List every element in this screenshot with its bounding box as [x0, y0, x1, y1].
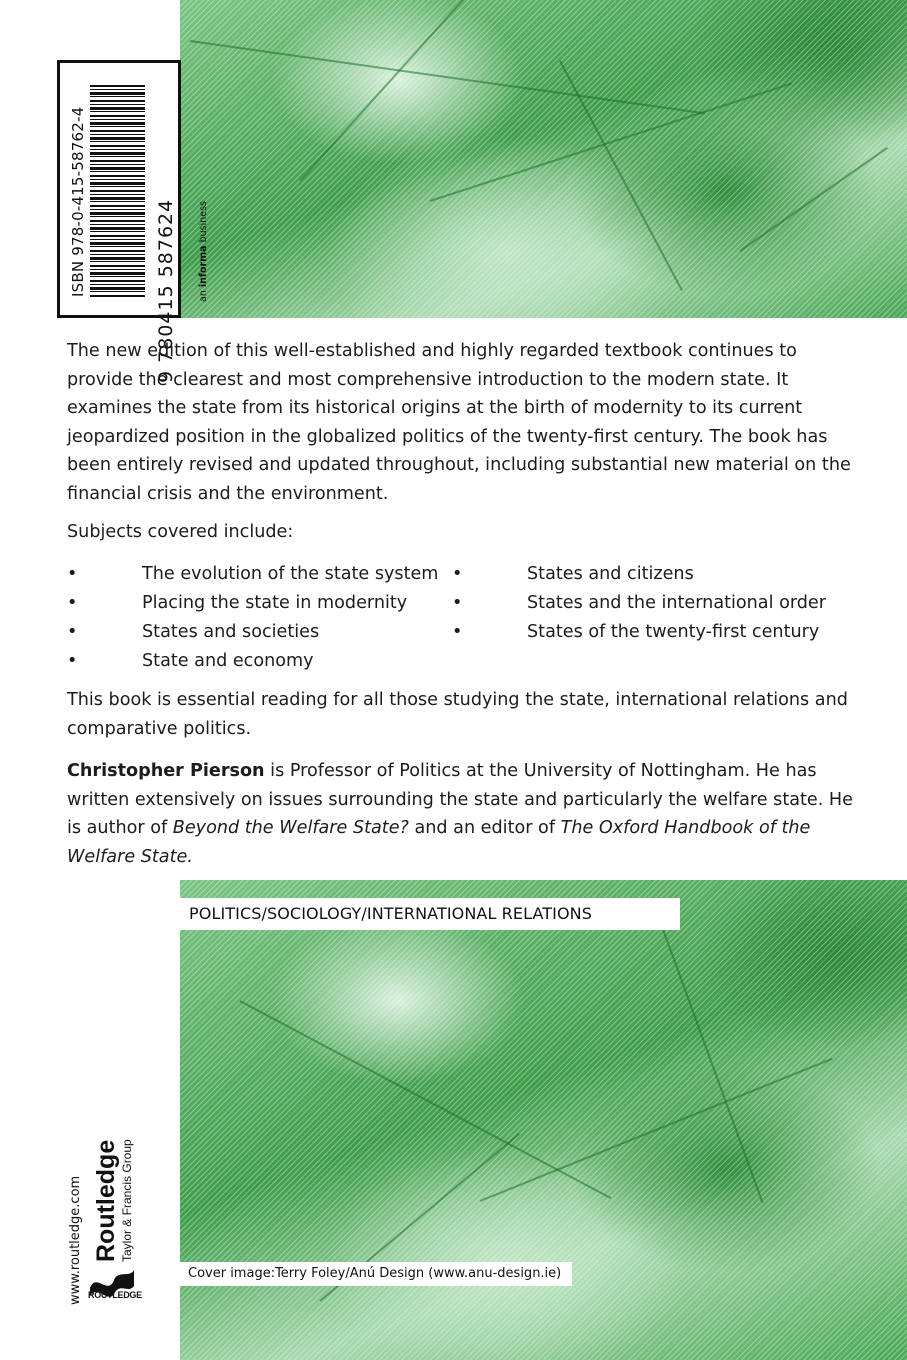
- subject-text: States of the twenty-first century: [527, 622, 820, 642]
- leaf-vein: [739, 147, 888, 252]
- leaf-vein: [190, 40, 705, 114]
- leaf-vein: [659, 921, 763, 1204]
- barcode-digits: 9 780415 587624: [155, 198, 177, 383]
- informa-prefix: an: [198, 290, 209, 302]
- leaf-vein: [480, 1058, 833, 1202]
- bullet-icon: •: [67, 622, 78, 642]
- essential-reading-note: This book is essential reading for all those studying the state, international relations and comparative politics.: [67, 690, 848, 739]
- informa-business-tag: [198, 172, 209, 302]
- subject-category-label: POLITICS/SOCIOLOGY/INTERNATIONAL RELATIONS: [180, 898, 680, 930]
- leaf-vein: [559, 61, 683, 292]
- publisher-name: Routledge: [92, 1139, 120, 1262]
- informa-suffix: business: [198, 201, 209, 243]
- bullet-icon: •: [67, 593, 78, 613]
- cover-leaf-artwork-top: [180, 0, 907, 318]
- leaf-vein: [299, 0, 501, 182]
- subject-text: States and societies: [142, 622, 320, 642]
- publisher-website: www.routledge.com: [68, 1175, 83, 1305]
- author-bio-text: and an editor of: [408, 818, 561, 839]
- book-title: The Oxford Handbook of the Welfare State.: [67, 818, 811, 867]
- subject-text: States and citizens: [527, 564, 694, 584]
- bullet-icon: •: [452, 564, 463, 584]
- barcode-box: [57, 60, 181, 383]
- subjects-heading: Subjects covered include:: [67, 522, 294, 542]
- informa-brand: informa: [198, 245, 209, 288]
- author-bio-text: is Professor of Politics at the University of Nottingham. He has written extensively on issues surrounding the state and particularly the welfare state. He is author of: [67, 761, 853, 839]
- isbn-label: ISBN 978-0-415-58762-4: [69, 106, 87, 297]
- bullet-icon: •: [452, 593, 463, 613]
- publisher-group: Taylor & Francis Group: [120, 1139, 134, 1262]
- routledge-logo-text: ROUTLEDGE: [88, 1290, 142, 1300]
- bullet-icon: •: [67, 651, 78, 671]
- barcode-icon: [90, 85, 145, 297]
- subject-text: Placing the state in modernity: [142, 593, 408, 613]
- author-name: Christopher Pierson: [67, 761, 265, 781]
- cover-image-credit: Cover image:Terry Foley/Anú Design (www.anu-design.ie): [180, 1262, 572, 1286]
- bullet-icon: •: [67, 564, 78, 584]
- subject-text: The evolution of the state system: [142, 564, 439, 584]
- author-bio: [67, 757, 857, 871]
- subject-text: States and the international order: [527, 593, 826, 613]
- cover-leaf-artwork-bottom: [180, 880, 907, 1360]
- book-description: The new edition of this well-established and highly regarded textbook continues to provide the clearest and most comprehensive introduction to the modern state. It examines the state from its historical origins at the birth of modernity to its current jeopardized position in the globalized politics of the twenty-first century. The book has been entirely revised and updated throughout, including substantial new material on the financial crisis and the environment.: [67, 341, 851, 504]
- book-title: Beyond the Welfare State?: [172, 818, 409, 839]
- bullet-icon: •: [452, 622, 463, 642]
- subject-text: State and economy: [142, 651, 314, 671]
